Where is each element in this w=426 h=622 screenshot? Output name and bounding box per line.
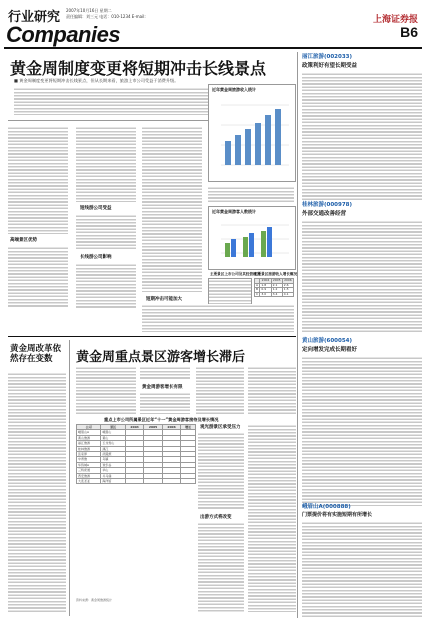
table-cell: [144, 479, 162, 484]
date-line: 2007年10月16日 星期二: [66, 8, 112, 13]
section-rule: [8, 336, 296, 337]
table-cell: [162, 479, 180, 484]
sidebar-divider: [297, 52, 298, 618]
table-cell: 海洋馆: [101, 479, 125, 484]
table-cell: 1.2: [271, 288, 282, 293]
chart-2-bar: [249, 233, 254, 257]
lede-paragraph: ■ 黄金周制度变更将短期冲击长线景点，但从长期来看，旅游上市公司受益于消费升级。: [14, 78, 179, 83]
table-cell: 2.6: [282, 283, 293, 288]
table-title-2: 主要景区旅游收入增长概况: [254, 272, 298, 276]
chart-2-bar: [243, 237, 248, 257]
chart-2-bar: [261, 231, 266, 257]
bottom-table-header: 公司: [77, 425, 101, 430]
article-column-4: [208, 186, 294, 202]
subhead-mid-2: 长线游公司影响: [80, 255, 112, 260]
chart-1-bar: [235, 135, 241, 165]
chart-box-2: [208, 206, 296, 270]
subhead-mid-1: 短线游公司受益: [80, 206, 112, 211]
table-2-header: 2004: [261, 278, 270, 282]
table-cell: 峨眉山A: [77, 430, 101, 435]
chart-1-bar: [245, 129, 251, 165]
bottom-headline: 黄金周重点景区游客增长滞后: [76, 350, 246, 365]
table-cell: 中青旅: [77, 457, 101, 462]
chart-title-2: 近年黄金周游客人数统计: [212, 209, 256, 214]
sidebar-stock-2: 桂林旅游(000978): [302, 202, 352, 208]
bottom-subhead-3: 出游方式将改变: [200, 515, 232, 520]
table-cell: 2.1: [271, 283, 282, 288]
sidebar-title-3: 定向增发完成长期看好: [302, 347, 358, 353]
bottom-subhead-2: 观光游景区承受压力: [200, 425, 241, 430]
table-cell: 峨眉山: [101, 430, 125, 435]
table-cell: 欢乐谷: [101, 462, 125, 467]
chart-2-bar: [267, 227, 272, 257]
article-column-2c: [76, 263, 136, 308]
table-cell: C: [256, 291, 259, 296]
bottom-col-2a: [140, 366, 190, 380]
column-divider: [69, 340, 70, 616]
bottom-col-7: [248, 424, 296, 612]
header-rule: [4, 47, 422, 49]
main-headline: 黄金周制度变更将短期冲击长线景点: [10, 59, 267, 78]
chart-1-bar: [225, 141, 231, 165]
table-cell: 0.9: [260, 288, 271, 293]
article-column-3: [142, 126, 202, 292]
table-cell: 黄山旅游: [77, 435, 101, 440]
bottom-table-header: 2005: [144, 425, 162, 430]
table-cell: 3.0: [260, 292, 271, 297]
sidebar-item-2: [302, 200, 422, 332]
sidebar-stock-1: 丽江旅游(002033): [302, 54, 352, 60]
bottom-col-1: [76, 366, 136, 414]
bottom-table-header: 增长: [181, 425, 196, 430]
chart-1-bar: [275, 109, 281, 165]
chart-2-svg: [213, 217, 291, 267]
table-cell: B: [256, 287, 259, 292]
chart-1-bar: [265, 115, 271, 165]
table-cell: 4.1: [282, 292, 293, 297]
chart-box-1: [208, 84, 296, 182]
chart-1-svg: [213, 95, 291, 177]
table-cell: 三特索道: [77, 468, 101, 473]
bottom-subhead-1: 黄金周游客增长有限: [142, 385, 183, 390]
table-cell: [181, 479, 196, 484]
table-cell: 大连圣亚: [77, 479, 101, 484]
sidebar-stock-4: 峨眉山A(000888): [302, 504, 351, 510]
table-2-header: 2005: [272, 278, 281, 282]
sidebar-title-2: 外部交通改善经营: [302, 211, 347, 217]
editor-line: 责任编辑：刘三元 电话：010-1234 E-mail:: [66, 14, 146, 19]
subhead-mid-3: 短期冲击可能加大: [146, 297, 182, 302]
table-cell: 漓江: [101, 446, 125, 451]
table-cell: 3.4: [271, 292, 282, 297]
article-column-1b: [8, 246, 68, 308]
table-cell: 西安旅游: [77, 473, 101, 478]
chart-2-bar: [231, 239, 236, 257]
table-cell: 玉龙雪山: [101, 441, 125, 446]
article-column-5: [142, 304, 294, 332]
article-column-2: [76, 126, 136, 202]
table-cell: [125, 479, 143, 484]
bottom-table: [76, 424, 196, 484]
sidebar-stock-3: 黄山旅游(600054): [302, 338, 352, 344]
bottom-table-header: 景区: [101, 425, 125, 430]
bottom-col-3: [196, 366, 244, 414]
page-number: B6: [400, 24, 418, 40]
table-cell: 1.5: [282, 288, 293, 293]
table-source-note: 资料来源：黄金周旅游统计: [76, 598, 113, 602]
bottom-col-5: [198, 432, 244, 510]
left-bottom-column: [8, 372, 66, 612]
table-cell: 兵马俑: [101, 473, 125, 478]
table-row: [255, 292, 294, 297]
sidebar-title-4: 门票提价将有实施短期有所增长: [302, 512, 373, 518]
article-column-2b: [76, 214, 136, 250]
table-cell: 华山: [101, 468, 125, 473]
table-cell: 1.8: [260, 283, 271, 288]
table-cell: 华侨城A: [77, 462, 101, 467]
sidebar-item-1: [302, 52, 422, 200]
table-row: [77, 479, 196, 484]
subhead-left-1: 高端景区优势: [10, 238, 37, 243]
chart-title-1: 近年黄金周旅游收入统计: [212, 87, 256, 92]
table-cell: 张家界: [77, 452, 101, 457]
table-cell: 乌镇: [101, 457, 125, 462]
bottom-col-4: [248, 366, 296, 414]
left-bottom-headline: 黄金周改革依然存在变数: [10, 344, 62, 364]
newspaper-name: 上海证券报: [372, 15, 418, 25]
chart-1-bar: [255, 123, 261, 165]
bottom-table-title: 重点上市公司所属景区近年“十一”黄金周游客接待及增长情况: [104, 417, 219, 422]
bottom-col-6: [198, 522, 244, 612]
table-cell: 武陵源: [101, 452, 125, 457]
table-cell: 丽江旅游: [77, 441, 101, 446]
sidebar-item-4: [302, 502, 422, 617]
page-header: [0, 0, 426, 48]
table-title-1: 主要景区上市公司及其经营概况: [210, 272, 261, 276]
sidebar-title-1: 政策利好有望长期受益: [302, 63, 358, 69]
table-cell: A: [256, 282, 259, 287]
bottom-col-2b: [140, 392, 190, 414]
section-title-cn: 行业研究: [8, 10, 61, 25]
chart-2-bar: [225, 243, 230, 257]
table-cell: 黄山: [101, 435, 125, 440]
table-2-header: 2006: [284, 278, 292, 282]
table-2: [254, 278, 294, 297]
sidebar-item-3: [302, 336, 422, 506]
article-column-1: [8, 126, 68, 234]
table-cell: 桂林旅游: [77, 446, 101, 451]
bottom-table-header: 2006: [162, 425, 180, 430]
bottom-table-header: 2004: [125, 425, 143, 430]
section-title-en: Companies: [6, 22, 121, 47]
